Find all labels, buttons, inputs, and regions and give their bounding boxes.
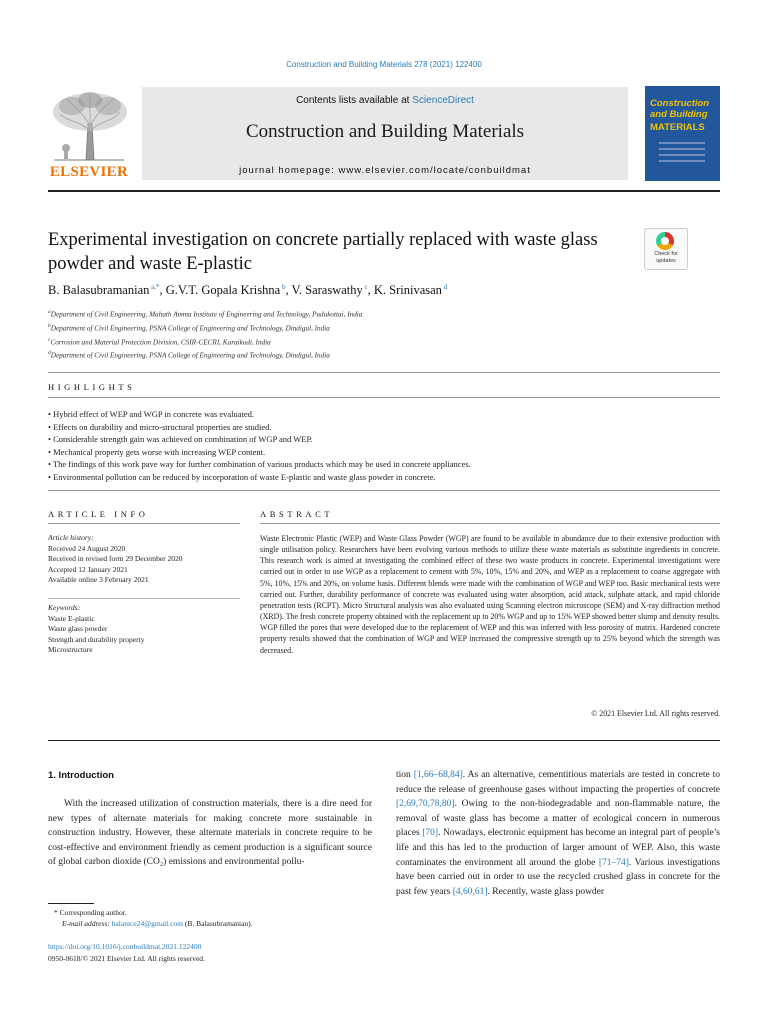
highlight-item: • Considerable strength gain was achieved on combination of WGP and WEP. bbox=[48, 433, 728, 446]
divider bbox=[48, 598, 240, 599]
body-text-run: tion bbox=[396, 770, 414, 780]
highlight-item: • Environmental pollution can be reduced by incorporation of waste E-plastic and waste glass powder in concrete. bbox=[48, 471, 728, 484]
contents-line bbox=[142, 95, 628, 106]
affiliation-line bbox=[48, 321, 728, 335]
author-list: B. Balasubramanian $^{a,*}$, G.V.T. Gopala Krishna $^b$, V. Saraswathy $^c$, K. Srinivasan $^d$ bbox=[48, 283, 448, 298]
divider bbox=[48, 740, 720, 741]
affiliation-line bbox=[48, 307, 728, 321]
author-affiliation-mark[interactable]: a,* bbox=[149, 283, 160, 291]
history-item: Accepted 12 January 2021 bbox=[48, 564, 128, 574]
affiliation-mark: a bbox=[48, 309, 51, 315]
author-affiliation-mark[interactable]: b bbox=[280, 283, 286, 291]
highlight-item: • Mechanical property gets worse with increasing WEP content. bbox=[48, 446, 728, 459]
affiliations bbox=[48, 307, 728, 362]
elsevier-wordmark: ELSEVIER bbox=[49, 164, 129, 180]
divider bbox=[48, 372, 720, 373]
body-text-run: . Nowadays, electronic equipment has become an integral part of people’s life and this has led to the production of larger amount of WEP. Also, this waste contaminates the environment all around the globe bbox=[396, 828, 720, 868]
article-title: Experimental investigation on concrete partially replaced with waste glass powder and waste E-plastic bbox=[48, 230, 598, 274]
divider bbox=[260, 523, 720, 524]
author-name[interactable]: V. Saraswathy bbox=[291, 283, 363, 298]
affiliation-line bbox=[48, 348, 728, 362]
issn-line: 0950-0618/© 2021 Elsevier Ltd. All rights reserved. bbox=[48, 954, 205, 963]
highlight-item: • Effects on durability and micro-structural properties are studied. bbox=[48, 421, 728, 434]
history-item: Available online 3 February 2021 bbox=[48, 575, 149, 585]
author-affiliation-mark[interactable]: c bbox=[362, 283, 368, 291]
corresponding-footnote bbox=[48, 908, 378, 930]
body-text-run: . Owing to the non-biodegradable and non-flammable nature, the removal of waste glass has become a matter of ecological concern in numerous places bbox=[396, 799, 720, 839]
divider bbox=[48, 490, 720, 491]
author-name[interactable]: G.V.T. Gopala Krishna bbox=[165, 283, 281, 298]
citation-link[interactable]: [2,69,70,78,80] bbox=[396, 799, 455, 810]
affiliation-mark: c bbox=[48, 336, 51, 343]
keywords bbox=[48, 603, 248, 656]
contents-prefix: Contents lists available at bbox=[296, 95, 413, 106]
cover-subtitle: MATERIALS bbox=[650, 122, 705, 133]
crossmark-icon bbox=[656, 232, 674, 250]
history-items bbox=[48, 544, 248, 586]
author-name[interactable]: K. Srinivasan bbox=[373, 283, 442, 298]
highlights-list bbox=[48, 408, 728, 483]
history-item: Received 24 August 2020 bbox=[48, 543, 126, 553]
divider bbox=[48, 523, 240, 524]
journal-cover-image[interactable] bbox=[645, 86, 720, 181]
citation-link[interactable]: [1,66–68,84] bbox=[413, 770, 463, 780]
email-owner: (B. Balasubramanian). bbox=[182, 918, 253, 928]
divider bbox=[48, 397, 720, 398]
body-text-run: . Recently, waste glass powder bbox=[487, 886, 605, 897]
affiliation-text: Department of Civil Engineering, PSNA College of Engineering and Technology, Dindigul, India bbox=[50, 324, 330, 333]
journal-homepage-link[interactable]: journal homepage: www.elsevier.com/locate/conbuildmat bbox=[239, 165, 531, 176]
affiliation-mark: b bbox=[48, 322, 51, 329]
history-item: Received in revised form 29 December 2020 bbox=[48, 554, 183, 564]
body-text-run: . Various investigations have been carried out in order to use the recycled crushed glass in concrete for the past few years bbox=[396, 857, 720, 897]
cover-title: Construction and Building bbox=[650, 98, 710, 120]
highlight-item: • The findings of this work pave way for further combination of various products which may be used in concrete appliances. bbox=[48, 458, 728, 471]
journal-name: Construction and Building Materials bbox=[245, 121, 525, 142]
affiliation-text: Corrosion and Material Protection Division, CSIR-CECRI, Karaikudi, India bbox=[50, 337, 271, 346]
elsevier-logo[interactable] bbox=[48, 90, 130, 182]
article-history bbox=[48, 533, 248, 586]
doi-link[interactable]: https://doi.org/10.1016/j.conbuildmat.2021.122400 bbox=[48, 942, 202, 951]
abstract-copyright: © 2021 Elsevier Ltd. All rights reserved. bbox=[591, 709, 720, 718]
body-left-column: With the increased utilization of construction materials, there is a dire need for new types of alternate materials for making concrete more sustainable in construction industry. However, these alternate materials in concrete require to be cost-effective and environment friendly as cement production is a significant source of global carbon dioxide (CO₂) emissions and environmental pollu- bbox=[48, 799, 372, 868]
affiliation-text: Department of Civil Engineering, Mahath Amma Institute of Engineering and Technology, Pudukottai, India bbox=[50, 310, 363, 319]
keyword-item: Waste glass powder bbox=[48, 624, 108, 634]
email-label: E-mail address: bbox=[62, 918, 112, 928]
journal-header-band bbox=[142, 87, 628, 180]
citation-link[interactable]: [70] bbox=[422, 828, 439, 839]
affiliation-mark: d bbox=[48, 350, 51, 357]
author-name[interactable]: B. Balasubramanian bbox=[48, 283, 150, 298]
check-for-updates-button[interactable] bbox=[644, 228, 688, 270]
citation-link[interactable]: [4,60,61] bbox=[452, 886, 488, 897]
footnote-rule bbox=[48, 903, 94, 904]
highlights-heading: HIGHLIGHTS bbox=[48, 382, 136, 392]
email-link[interactable]: balanice24@gmail.com bbox=[111, 918, 183, 928]
header-rule bbox=[48, 190, 720, 192]
body-right-column bbox=[396, 768, 720, 899]
section-heading-introduction: 1. Introduction bbox=[48, 770, 114, 781]
abstract-text: Waste Electronic Plastic (WEP) and Waste Glass Powder (WGP) are found to be available in abundance due to their extensive production with single utilisation policy. Researchers have been evolving various methods to utilize these waste materials as substitute ingredients in concrete. This research work is aimed at investigating the combined effect of these two waste products in concrete. Experimental investigations were carried out in order to use WGP as a replacement to cement with 5%, 10%, 15% and 20%, and WEP as a replacement to coarse aggregate with 5%, 10%, 15% and 20%, on volume basis. Different blends were made with the combination of WGP and WEP too. Basic mechanical tests were carried out. Further, durability performance of concrete was evaluated using water absorption, acid attack, sulphate attack, and rapid chloride penetration tests (RCPT). Micro Structural analysis was also evaluated using Scanning electron microscope (SEM) and X-ray diffraction method (XRD). The fresh concrete property obtained with the replacement up to 20% WGP and up to 15% WEP showed better slump and density results. WGP filled the pores that were developed due to the replacement of WEP and this was inferred with less porosity of matrix. Hardened concrete property results showed that the combination of WGP and WEP increased the compressive strength up to 25% beyond which the strength was decreased. bbox=[260, 534, 720, 655]
journal-citation-link[interactable]: Construction and Building Materials 278 (2021) 122400 bbox=[286, 60, 482, 69]
keyword-item: Waste E-plastic bbox=[48, 613, 95, 623]
history-label: Article history: bbox=[48, 533, 94, 542]
corresponding-label: * Corresponding author. bbox=[54, 908, 127, 917]
keyword-item: Strength and durability property bbox=[48, 634, 145, 644]
affiliation-line bbox=[48, 335, 728, 349]
article-info-heading: ARTICLE INFO bbox=[48, 509, 149, 519]
highlight-item: • Hybrid effect of WEP and WGP in concrete was evaluated. bbox=[48, 408, 728, 421]
crossmark-label: Check for updates bbox=[654, 251, 678, 264]
keywords-label: Keywords: bbox=[48, 603, 81, 612]
keyword-items bbox=[48, 614, 248, 656]
body-text-run: . As an alternative, cementitious materials are tested in concrete to reduce the release of greenhouse gases without impacting the properties of concrete bbox=[396, 770, 721, 795]
tree-icon bbox=[48, 90, 130, 162]
author-affiliation-mark[interactable]: d bbox=[441, 283, 448, 291]
affiliation-text: Department of Civil Engineering, PSNA College of Engineering and Technology, Dindigul, India bbox=[50, 351, 330, 360]
keyword-item: Microstructure bbox=[48, 645, 93, 655]
sciencedirect-link[interactable]: ScienceDirect bbox=[412, 95, 474, 106]
citation-link[interactable]: [71–74] bbox=[598, 857, 629, 868]
abstract-heading: ABSTRACT bbox=[260, 509, 334, 519]
